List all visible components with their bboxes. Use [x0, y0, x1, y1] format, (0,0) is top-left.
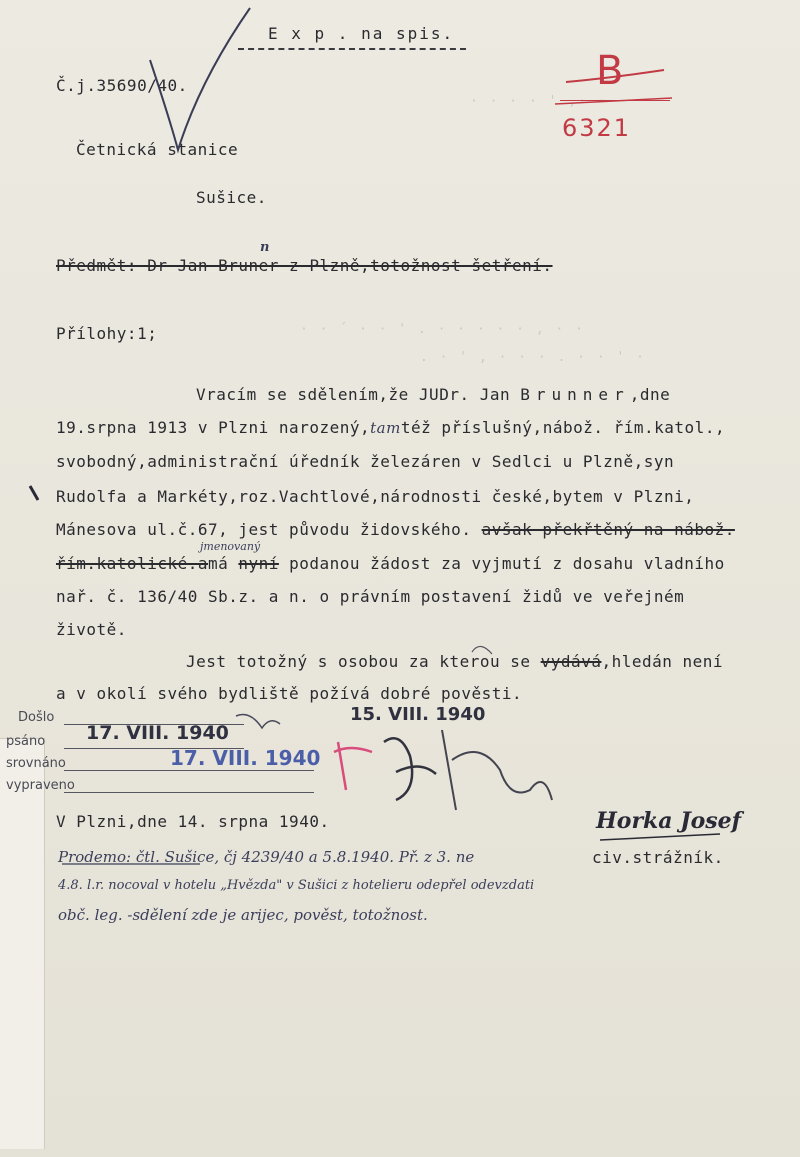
recipient-station: Četnická stanice: [76, 140, 239, 159]
handwritten-tam: tam: [370, 419, 401, 437]
label-srovnano: srovnáno: [6, 756, 66, 771]
body-line-1-end: ,dne: [629, 385, 671, 404]
initials-stroke: [236, 715, 280, 729]
body-line-5-text: Mánesova ul.č.67, jest původu židovského.: [56, 520, 472, 539]
official-signature: [442, 730, 552, 810]
body-p2-struck: vydává: [540, 652, 602, 671]
official-initials: [384, 738, 436, 800]
bleed-through: · · · · ' ,· ·: [470, 94, 608, 109]
reference-number: Č.j.35690/40.: [56, 76, 188, 95]
recipient-town: Sušice.: [196, 188, 267, 207]
body-line-6-end: podanou žádost za vyjmutí z dosahu vladního: [289, 554, 725, 573]
bleed-through: · · ´ · · ' . · · · · · , · ·: [300, 322, 585, 337]
handwritten-insert: jmenovaný: [200, 540, 261, 553]
body-line-5-struck: avšak překřtěný na nábož.: [481, 520, 735, 539]
signature-role: civ.strážník.: [592, 848, 724, 867]
margin-mark: [30, 486, 38, 500]
subject-insert: n: [260, 240, 270, 255]
body-line-1-text: Vracím se sdělením,že JUDr. Jan: [196, 385, 511, 404]
handwritten-note-1: Prodemo: čtl. Sušice, čj 4239/40 a 5.8.1940. Př. z 3. ne: [58, 848, 475, 866]
checkmark-stroke: [150, 8, 250, 150]
body-p2-line-2: a v okolí svého bydliště požívá dobré pověsti.: [56, 684, 523, 703]
handwritten-note-3: obč. leg. -sdělení zde je arijec, pověst, totožnost.: [58, 906, 428, 924]
date-received-stamp: 15. VIII. 1940: [350, 704, 486, 725]
caret-mark: [472, 646, 492, 654]
bleed-through: . · ' , · · · . · · ' ·: [420, 350, 647, 365]
date-checked-stamp: 17. VIII. 1940: [170, 746, 321, 770]
body-line-3: svobodný,administrační úředník železáren v Sedlci u Plzně,syn: [56, 452, 675, 471]
signature-underline: [600, 834, 720, 840]
exp-note: E x p . na spis.: [268, 24, 455, 43]
surname-spaced: Brunner: [520, 385, 630, 404]
body-line-6-struck: řím.katolické.a: [56, 554, 208, 573]
body-line-6-struck2: nyní: [238, 554, 279, 573]
body-line-6-ma: má: [208, 554, 229, 573]
signature-name: Horka Josef: [596, 808, 742, 834]
red-stamp-letter: B: [596, 48, 624, 94]
body-line-8: životě.: [56, 620, 127, 639]
date-written-stamp: 17. VIII. 1940: [86, 722, 229, 744]
label-vypraveno: vypraveno: [6, 778, 75, 793]
label-doslo: Došlo: [18, 710, 55, 725]
body-line-7: nař. č. 136/40 Sb.z. a n. o právním postavení židů ve veřejném: [56, 587, 685, 606]
red-stroke: [566, 70, 664, 82]
attachments: Přílohy:1;: [56, 324, 158, 343]
body-line-2-end: též příslušný,nábož. řím.katol.,: [400, 418, 726, 437]
handwritten-note-2: 4.8. l.r. nocoval v hotelu „Hvězda" v Sušici z hotelieru odepřel odevzdati: [58, 878, 535, 893]
red-stamp-number: 6321: [562, 114, 632, 142]
place-date: V Plzni,dne 14. srpna 1940.: [56, 812, 330, 831]
body-p2-text: Jest totožný s osobou za kterou se: [186, 652, 531, 671]
label-psano: psáno: [6, 734, 46, 749]
body-line-4: Rudolfa a Markéty,roz.Vachtlové,národnosti české,bytem v Plzni,: [56, 487, 695, 506]
body-line-2-text: 19.srpna 1913 v Plzni narozený,: [56, 418, 371, 437]
subject-line: Předmět: Dr Jan Bruner z Plzně,totožnost-šetření.: [56, 256, 553, 275]
pink-mark: [334, 742, 372, 790]
red-stroke: [555, 98, 672, 104]
body-p2-end: ,hledán není: [601, 652, 724, 671]
